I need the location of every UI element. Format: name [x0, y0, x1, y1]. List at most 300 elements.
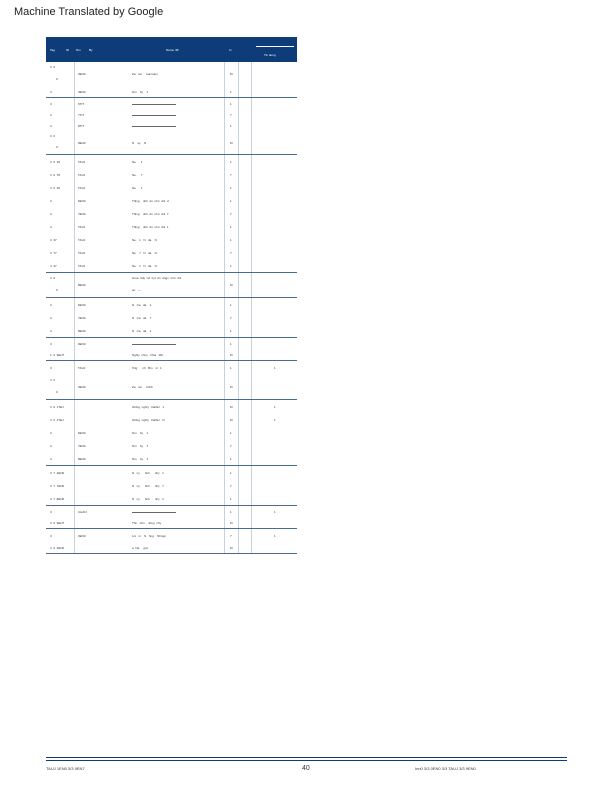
- row-value: 1: [230, 264, 232, 268]
- table-row: [46, 155, 297, 168]
- column-divider: [238, 400, 239, 413]
- row-tag-sub: 0: [56, 145, 58, 149]
- header-tin-dung: Tin dung: [264, 53, 276, 57]
- row-value: 1: [230, 90, 232, 94]
- row-code: TAUJ: [78, 251, 86, 255]
- row-description: Thlng nhh dn nhn dnl 7: [132, 212, 169, 216]
- row-value: 7: [230, 484, 232, 488]
- row-tag: 4: [50, 225, 52, 229]
- row-description: Ghlng nghiy Dalhm D: [132, 418, 165, 422]
- table-row: [46, 361, 297, 375]
- column-divider: [238, 246, 239, 259]
- row-description: a Na gnn: [132, 546, 149, 550]
- row-code: 7TIT: [78, 113, 85, 117]
- column-divider: [238, 439, 239, 452]
- column-divider: [251, 233, 252, 246]
- column-divider: [251, 506, 252, 517]
- row-code: 3EN0: [78, 534, 86, 538]
- table-row: [46, 168, 297, 181]
- row-description: N Ca da 1: [132, 329, 152, 333]
- column-divider: [238, 466, 239, 479]
- row-description: Gma ddy nd byl dn dngn nhn dnl: [132, 276, 182, 280]
- row-note: 1: [274, 510, 276, 514]
- column-divider: [238, 233, 239, 246]
- row-value: 7: [230, 316, 232, 320]
- table-row: [46, 194, 297, 207]
- row-tag: 3: [50, 431, 52, 435]
- column-divider: [224, 400, 225, 413]
- column-divider: [74, 439, 75, 452]
- row-tag: 3: [50, 316, 52, 320]
- row-value: 1: [230, 238, 232, 242]
- table-row: [46, 506, 297, 517]
- row-value: 1: [230, 431, 232, 435]
- row-code: TAUJ: [78, 366, 86, 370]
- column-divider: [224, 220, 225, 233]
- table-row: [46, 220, 297, 233]
- column-divider: [251, 120, 252, 131]
- column-divider: [238, 452, 239, 465]
- row-description: Thlng nhh dn nhn dnl d: [132, 199, 169, 203]
- row-tag: 3 0 78: [50, 173, 61, 177]
- row-description: Nm by 1: [132, 90, 149, 94]
- column-divider: [251, 220, 252, 233]
- column-divider: [224, 413, 225, 426]
- row-value: M: [230, 283, 233, 287]
- column-divider: [224, 246, 225, 259]
- column-divider: [251, 298, 252, 311]
- row-code: 8EN0: [78, 329, 86, 333]
- table-row: [46, 517, 297, 529]
- column-divider: [224, 311, 225, 324]
- column-divider: [224, 492, 225, 505]
- column-divider: [251, 246, 252, 259]
- row-code: 3EN0: [78, 72, 86, 76]
- row-value: 7: [230, 173, 232, 177]
- row-code: TAUJ: [78, 264, 86, 268]
- column-divider: [238, 324, 239, 337]
- column-divider: [224, 426, 225, 439]
- row-value: 7: [230, 113, 232, 117]
- column-divider: [74, 324, 75, 337]
- table-header: [46, 37, 297, 62]
- column-divider: [74, 220, 75, 233]
- column-divider: [224, 259, 225, 272]
- column-divider: [74, 298, 75, 311]
- row-value: 1: [230, 102, 232, 106]
- row-tag: 3 0: [50, 378, 56, 382]
- row-tag: 4: [50, 457, 52, 461]
- row-tag: 3 0: [50, 134, 56, 138]
- column-divider: [74, 542, 75, 553]
- row-code: CHAN: [78, 510, 87, 514]
- table-row: [46, 311, 297, 324]
- column-divider: [238, 131, 239, 154]
- column-divider: [238, 517, 239, 528]
- row-code: 3EN0: [78, 385, 86, 389]
- column-divider: [251, 426, 252, 439]
- footer-left: TAUJ 1EN0 3/3 9EN7: [46, 766, 85, 771]
- column-divider: [238, 529, 239, 542]
- row-value: M: [230, 353, 233, 357]
- table-row: [46, 181, 297, 194]
- row-tag: 3: [50, 534, 52, 538]
- column-divider: [74, 233, 75, 246]
- column-divider: [74, 517, 75, 528]
- row-description: N sy N: [132, 141, 147, 145]
- table-row: [46, 529, 297, 542]
- row-code: 6TIT: [78, 102, 85, 106]
- table-row: [46, 439, 297, 452]
- column-divider: [224, 131, 225, 154]
- column-divider: [238, 62, 239, 86]
- row-description: Nghiy nhny hhta dlln: [132, 353, 164, 357]
- column-divider: [238, 155, 239, 168]
- row-note: 1: [274, 405, 276, 409]
- column-divider: [224, 181, 225, 194]
- column-divider: [74, 492, 75, 505]
- column-divider: [224, 155, 225, 168]
- row-value: 7: [230, 212, 232, 216]
- row-tag: 3 7 4EN0: [50, 471, 65, 475]
- column-divider: [238, 349, 239, 360]
- row-code: 8EN0: [78, 457, 86, 461]
- row-description: Za nm hchb: [132, 385, 153, 389]
- column-divider: [238, 479, 239, 492]
- row-value: 1: [230, 329, 232, 333]
- column-divider: [224, 338, 225, 349]
- row-tag: 4: [50, 329, 52, 333]
- column-divider: [251, 259, 252, 272]
- row-description: Ne 1: [132, 186, 143, 190]
- header-nm: Nm: [76, 48, 81, 52]
- column-divider: [251, 181, 252, 194]
- column-divider: [238, 311, 239, 324]
- table-row: [46, 109, 297, 120]
- row-tag: 3: [50, 444, 52, 448]
- table-row: [46, 207, 297, 220]
- row-tag: 3 7 7EN0: [50, 484, 65, 488]
- row-tag-sub: 0: [56, 77, 58, 81]
- header-in: In: [229, 48, 232, 52]
- row-tag-sub: 0: [56, 288, 58, 292]
- table-row: [46, 273, 297, 298]
- row-description: Ne 1 N da N: [132, 238, 157, 242]
- column-divider: [74, 506, 75, 517]
- column-divider: [251, 479, 252, 492]
- column-divider: [251, 155, 252, 168]
- row-description: Ne 1 N da N: [132, 264, 157, 268]
- column-divider: [224, 361, 225, 375]
- column-divider: [224, 233, 225, 246]
- column-divider: [74, 120, 75, 131]
- column-divider: [74, 338, 75, 349]
- row-value: M: [230, 385, 233, 389]
- column-divider: [238, 86, 239, 97]
- table-body: [46, 62, 297, 554]
- table-row: [46, 542, 297, 554]
- row-description: Ghlng nghiy Dalhm 1: [132, 405, 165, 409]
- row-value: 7: [230, 534, 232, 538]
- row-tag: 1 0 9EN7: [50, 353, 65, 357]
- column-divider: [74, 155, 75, 168]
- row-code: 4EN0: [78, 90, 86, 94]
- column-divider: [251, 194, 252, 207]
- row-tag: 4 7 8EN0: [50, 497, 65, 501]
- row-description: N ny hnh nhy 7: [132, 484, 164, 488]
- column-divider: [74, 361, 75, 375]
- column-divider: [238, 298, 239, 311]
- column-divider: [238, 542, 239, 553]
- column-divider: [224, 120, 225, 131]
- column-divider: [224, 439, 225, 452]
- table-row: [46, 413, 297, 426]
- column-divider: [238, 109, 239, 120]
- table-row: [46, 86, 297, 98]
- column-divider: [224, 324, 225, 337]
- row-value: 1: [230, 497, 232, 501]
- row-tag: 3: [50, 113, 52, 117]
- row-note: 1: [274, 534, 276, 538]
- table-row: [46, 338, 297, 349]
- column-divider: [74, 426, 75, 439]
- row-tag: 4 37: [50, 264, 57, 268]
- row-description: Ne 7 N da N: [132, 251, 157, 255]
- table-row: [46, 452, 297, 466]
- row-description: Za nm kamnam: [132, 72, 158, 76]
- row-value: 1: [230, 510, 232, 514]
- column-divider: [251, 492, 252, 505]
- row-placeholder-line: [132, 104, 176, 105]
- row-value: 1: [230, 457, 232, 461]
- row-tag: 4: [50, 124, 52, 128]
- table-row: [46, 492, 297, 506]
- table-row: [46, 120, 297, 131]
- row-tag: 3: [50, 102, 52, 106]
- row-code: 6EN0: [78, 199, 86, 203]
- row-value: 1: [230, 342, 232, 346]
- row-code: 6EN0: [78, 303, 86, 307]
- row-code: TAUJ: [78, 186, 86, 190]
- column-divider: [238, 259, 239, 272]
- row-description-cont: an ---: [132, 288, 141, 292]
- column-divider: [251, 86, 252, 97]
- table-row: [46, 479, 297, 492]
- column-divider: [74, 311, 75, 324]
- row-value: 1: [230, 124, 232, 128]
- column-divider: [251, 400, 252, 413]
- row-value: 7: [230, 251, 232, 255]
- column-divider: [224, 517, 225, 528]
- column-divider: [251, 542, 252, 553]
- row-description: Thlng nhh dn nhn dnl 1: [132, 225, 169, 229]
- column-divider: [238, 220, 239, 233]
- column-divider: [74, 259, 75, 272]
- row-tag: 3 0 36: [50, 160, 61, 164]
- column-divider: [238, 98, 239, 109]
- row-code: 9EN0: [78, 141, 86, 145]
- column-divider: [74, 168, 75, 181]
- table-row: [46, 400, 297, 413]
- table-row: [46, 324, 297, 338]
- column-divider: [251, 413, 252, 426]
- row-value: 1: [230, 225, 232, 229]
- row-code: 7EN0: [78, 444, 86, 448]
- column-divider: [74, 273, 75, 297]
- row-tag: 3: [50, 366, 52, 370]
- column-divider: [74, 246, 75, 259]
- column-divider: [74, 98, 75, 109]
- column-divider: [238, 181, 239, 194]
- column-divider: [224, 349, 225, 360]
- column-divider: [238, 375, 239, 399]
- machine-translation-banner: Machine Translated by Google: [14, 6, 164, 18]
- column-divider: [224, 298, 225, 311]
- column-divider: [74, 479, 75, 492]
- row-description: Nm by 1: [132, 457, 149, 461]
- header-id: ID: [66, 48, 69, 52]
- table-row: [46, 349, 297, 361]
- column-divider: [251, 207, 252, 220]
- column-divider: [74, 452, 75, 465]
- column-divider: [238, 426, 239, 439]
- column-divider: [251, 361, 252, 375]
- column-divider: [224, 109, 225, 120]
- row-tag: 3 0 1TEJ: [50, 418, 64, 422]
- row-tag: 4: [50, 90, 52, 94]
- table-row: [46, 233, 297, 246]
- column-divider: [224, 506, 225, 517]
- row-value: 1: [230, 160, 232, 164]
- row-value: M: [230, 405, 233, 409]
- header-subline: [256, 46, 294, 47]
- footer-rule: [46, 757, 567, 758]
- column-divider: [74, 400, 75, 413]
- row-description: Nm by 1: [132, 431, 149, 435]
- row-value: 1: [230, 186, 232, 190]
- row-code: 6EN0: [78, 431, 86, 435]
- column-divider: [238, 361, 239, 375]
- column-divider: [74, 86, 75, 97]
- column-divider: [224, 98, 225, 109]
- column-divider: [74, 181, 75, 194]
- table-row: [46, 98, 297, 109]
- column-divider: [251, 311, 252, 324]
- column-divider: [74, 349, 75, 360]
- column-divider: [251, 98, 252, 109]
- row-tag: 3: [50, 303, 52, 307]
- row-tag: 3: [50, 212, 52, 216]
- row-value: 1: [230, 471, 232, 475]
- column-divider: [251, 375, 252, 399]
- column-divider: [74, 466, 75, 479]
- column-divider: [74, 109, 75, 120]
- table-row: [46, 259, 297, 273]
- row-value: M: [230, 546, 233, 550]
- column-divider: [251, 349, 252, 360]
- column-divider: [74, 62, 75, 86]
- header-by: By: [89, 48, 93, 52]
- row-code: 9EN0: [78, 342, 86, 346]
- row-value: 7: [230, 444, 232, 448]
- header-name: Name nB: [166, 48, 179, 52]
- column-divider: [251, 273, 252, 297]
- row-tag-sub: 0: [56, 390, 58, 394]
- row-description: N ny hnh nhy 1: [132, 497, 164, 501]
- row-tag: 3 0 9EN7: [50, 521, 65, 525]
- row-code: TAUJ: [78, 160, 86, 164]
- header-tag: Tag: [50, 48, 55, 52]
- column-divider: [224, 529, 225, 542]
- column-divider: [238, 506, 239, 517]
- row-description: N Ca da 1: [132, 303, 152, 307]
- row-code: 8TIT: [78, 124, 85, 128]
- column-divider: [224, 452, 225, 465]
- footer-rule-thin: [46, 760, 567, 761]
- column-divider: [238, 338, 239, 349]
- row-tag: 4 0 3EN0: [50, 546, 65, 550]
- column-divider: [224, 194, 225, 207]
- row-tag: 3 77: [50, 251, 57, 255]
- row-value: 1: [230, 199, 232, 203]
- column-divider: [251, 529, 252, 542]
- column-divider: [74, 194, 75, 207]
- column-divider: [224, 375, 225, 399]
- column-divider: [238, 413, 239, 426]
- column-divider: [251, 466, 252, 479]
- table-row: [46, 466, 297, 479]
- table-row: [46, 298, 297, 311]
- spec-table: [46, 37, 297, 554]
- row-description: Ne 1: [132, 160, 143, 164]
- row-tag: 3 0: [50, 65, 56, 69]
- footer-right: Inn0 3/3 0EN0 3/3 TAUJ 3/3 9EN0: [415, 766, 476, 771]
- column-divider: [74, 131, 75, 154]
- column-divider: [224, 168, 225, 181]
- row-tag: 3: [50, 342, 52, 346]
- row-code: TAUJ: [78, 238, 86, 242]
- column-divider: [238, 120, 239, 131]
- column-divider: [224, 86, 225, 97]
- page-number: 40: [302, 765, 310, 772]
- row-placeholder-line: [132, 115, 176, 116]
- column-divider: [224, 466, 225, 479]
- row-code: TAUJ: [78, 173, 86, 177]
- row-tag: 3: [50, 510, 52, 514]
- column-divider: [238, 168, 239, 181]
- table-row: [46, 246, 297, 259]
- row-tag: 3 0: [50, 276, 56, 280]
- table-row: [46, 131, 297, 155]
- row-placeholder-line: [132, 344, 176, 345]
- row-description: Nm by 7: [132, 444, 149, 448]
- column-divider: [238, 194, 239, 207]
- column-divider: [74, 207, 75, 220]
- row-code: 7EN0: [78, 212, 86, 216]
- row-placeholder-line: [132, 512, 176, 513]
- table-row: [46, 426, 297, 439]
- row-description: Ne 7: [132, 173, 143, 177]
- column-divider: [238, 273, 239, 297]
- row-note: 1: [274, 418, 276, 422]
- column-divider: [224, 542, 225, 553]
- column-divider: [251, 439, 252, 452]
- row-description: N Ca da 7: [132, 316, 152, 320]
- column-divider: [238, 207, 239, 220]
- column-divider: [224, 207, 225, 220]
- table-row: [46, 375, 297, 400]
- column-divider: [224, 479, 225, 492]
